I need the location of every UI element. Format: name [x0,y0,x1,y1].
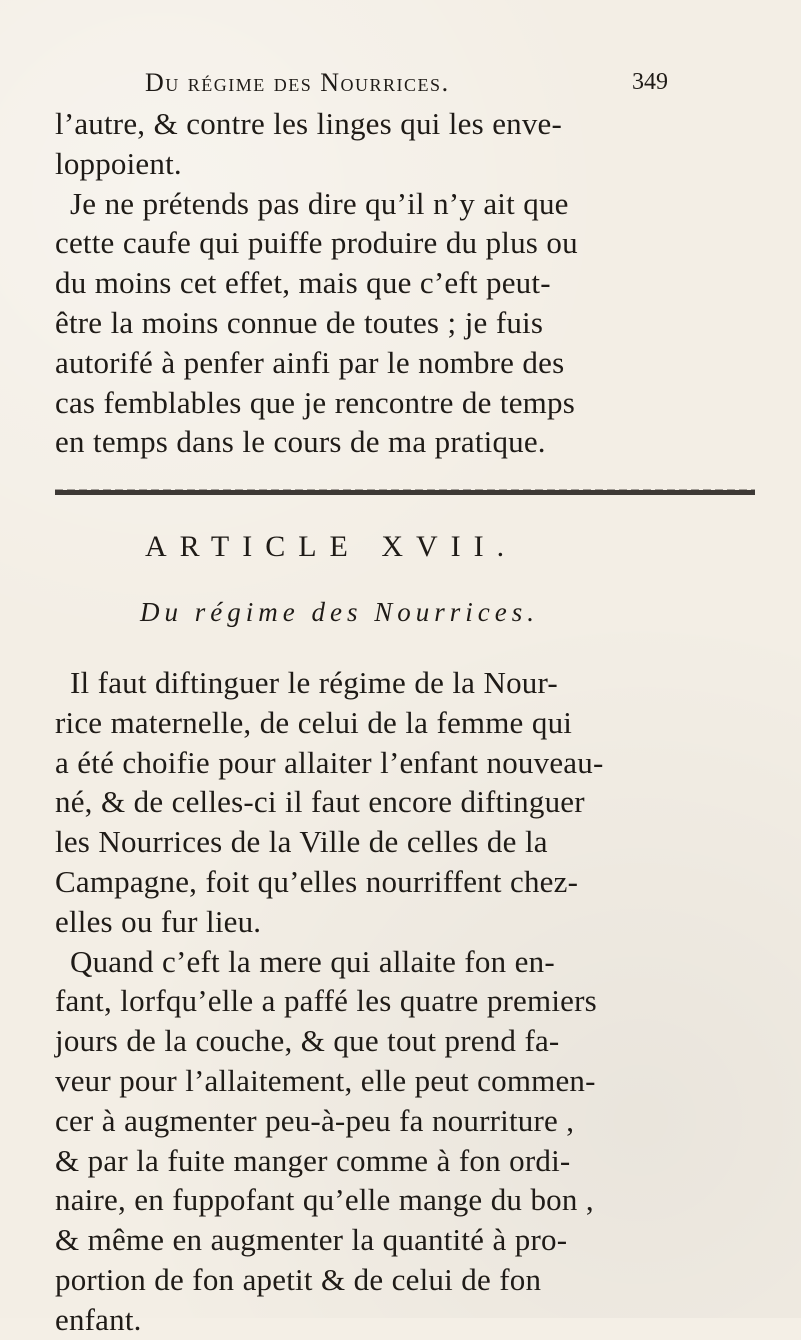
decorative-rule [55,488,755,500]
text-line: Campagne, foit qu’elles nourriffent chez- [55,863,579,899]
text-line: a été choifie pour allaiter l’enfant nouveau- [55,744,604,780]
text-line: du moins cet effet, mais que c’eft peut- [55,265,551,301]
text-line: fant, lorfqu’elle a paffé les quatre premiers [55,983,597,1019]
text-line: rice maternelle, de celui de la femme qui [55,704,573,740]
text-line: cette caufe qui puiffe produire du plus ou [55,225,578,261]
text-line: naire, en fuppofant qu’elle mange du bon , [55,1182,594,1218]
article-body [55,663,755,1340]
text-line: jours de la couche, & que tout prend fa- [55,1023,560,1059]
text-line: né, & de celles-ci il faut encore diftinguer [55,784,585,820]
text-line: Quand c’eft la mere qui allaite fon en- [70,943,555,979]
article-heading: ARTICLE XVII. [145,530,518,563]
section-heading: Du régime des Nourrices. [140,597,539,627]
text-line: loppoient. [55,145,182,181]
text-line: cas femblables que je rencontre de temps [55,384,575,420]
text-line: veur pour l’allaitement, elle peut commen- [55,1062,596,1098]
text-line: cer à augmenter peu-à-peu fa nourriture , [55,1102,575,1138]
text-line: Il faut diftinguer le régime de la Nour- [70,665,558,700]
text-line: enfant. [55,1301,142,1337]
text-line: en temps dans le cours de ma pratique. [55,424,546,460]
text-line: être la moins connue de toutes ; je fuis [55,304,544,340]
page-number: 349 [632,69,668,95]
text-line: portion de fon apetit & de celui de fon [55,1261,542,1297]
text-line: les Nourrices de la Ville de celles de la [55,824,548,860]
text-line: Je ne prétends pas dire qu’il n’y ait que [70,185,569,221]
text-line: elles ou fur lieu. [55,903,262,939]
running-title: Du régime des Nourrices. [145,68,450,97]
running-head [0,68,801,102]
paragraph-continuation-and-note [55,104,755,462]
text-line: autorifé à penfer ainfi par le nombre des [55,344,565,380]
text-line: l’autre, & contre les linges qui les enve- [55,106,563,141]
text-line: & même en augmenter la quantité à pro- [55,1222,568,1258]
text-line: & par la fuite manger comme à fon ordi- [55,1142,571,1178]
